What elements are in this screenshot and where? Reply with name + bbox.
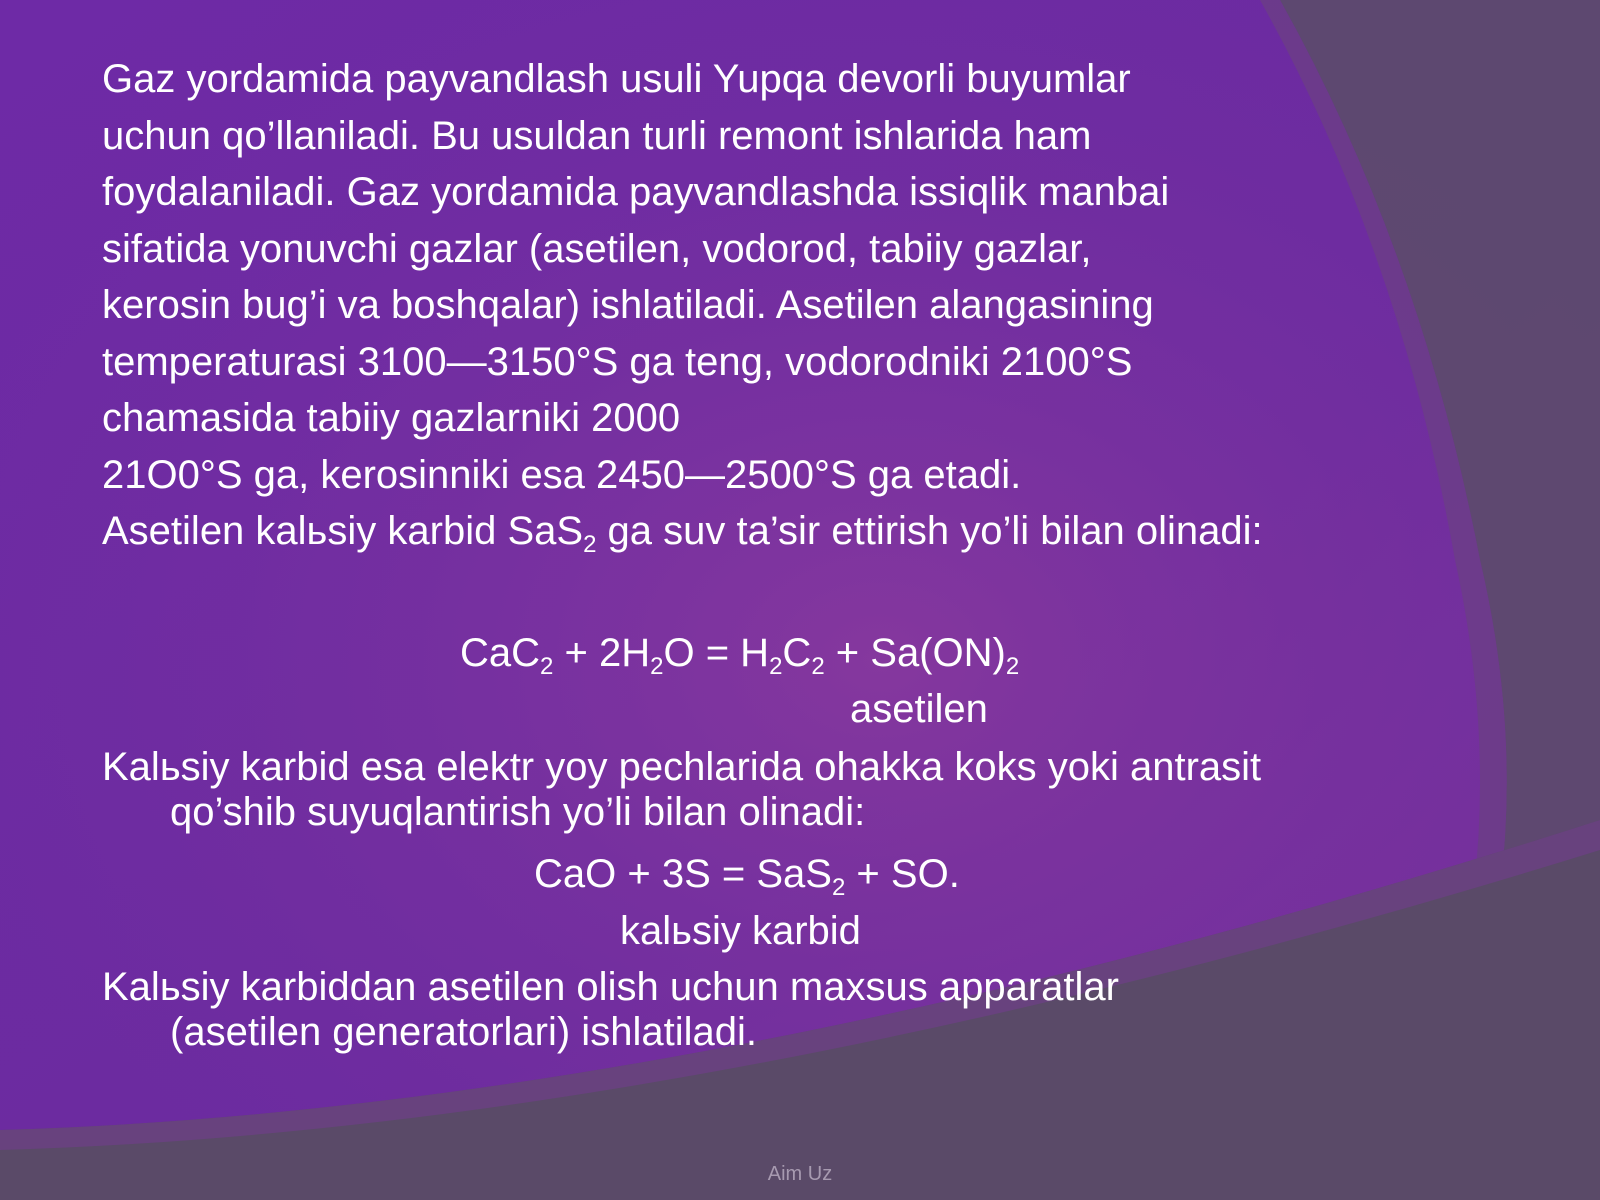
text-line: foydalaniladi. Gaz yordamida payvandlashda issiqlik manbai: [102, 170, 1170, 214]
paragraph-gas-welding: [102, 51, 1169, 503]
text-line: kerosin bug’i va boshqalar) ishlatiladi. Asetilen alangasining: [102, 283, 1154, 327]
text-line: chamasida tabiiy gazlarniki 2000: [102, 396, 681, 440]
text-line: Gaz yordamida payvandlash usuli Yupqa devorli buyumlar: [102, 57, 1131, 101]
paragraph-acetylene-production: [102, 503, 1263, 560]
equation-lime-coke: CaO + 3S = SaS$_2$ + SO.: [534, 852, 960, 901]
footer-watermark: Aim Uz: [767, 1163, 833, 1185]
text-line: Kalьsiy karbid esa elektr yoy pechlarida ohakka koks yoki antrasit: [102, 745, 1262, 789]
paragraph-carbide-production: [102, 745, 1261, 835]
subscript: 2: [583, 531, 597, 558]
text-line: 21O0°S ga, kerosinniki esa 2450—2500°S ga etadi.: [102, 452, 1022, 497]
text-line: sifatida yonuvchi gazlar (asetilen, vodorod, tabiiy gazlar,: [102, 226, 1092, 271]
text-line: Kalьsiy karbiddan asetilen olish uchun maxsus apparatlar: [102, 965, 1119, 1009]
equation-calcium-carbide-water: $CaC_2 + 2H_2O = H_2C_2 + Sa(ON)_2$: [460, 631, 1020, 680]
text-segment: ga suv ta’sir ettirish yo’li bilan olinadi:: [596, 509, 1263, 553]
text-line: (asetilen generatorlari) ishlatiladi.: [170, 1010, 757, 1054]
equation-label-acetylene: asetilen: [850, 687, 988, 731]
paragraph-acetylene-generators: [102, 965, 1119, 1055]
text-line: uchun qo’llaniladi. Bu usuldan turli remont ishlarida ham: [102, 113, 1092, 158]
equation-label-calcium-carbide: kalьsiy karbid: [620, 909, 861, 953]
text-line: qo’shib suyuqlantirish yo’li bilan olinadi:: [170, 790, 866, 834]
text-segment: Asetilen kalьsiy karbid SaS: [102, 509, 584, 553]
text-line: temperaturasi 3100—3150°S ga teng, vodorodniki 2100°S: [102, 339, 1133, 384]
